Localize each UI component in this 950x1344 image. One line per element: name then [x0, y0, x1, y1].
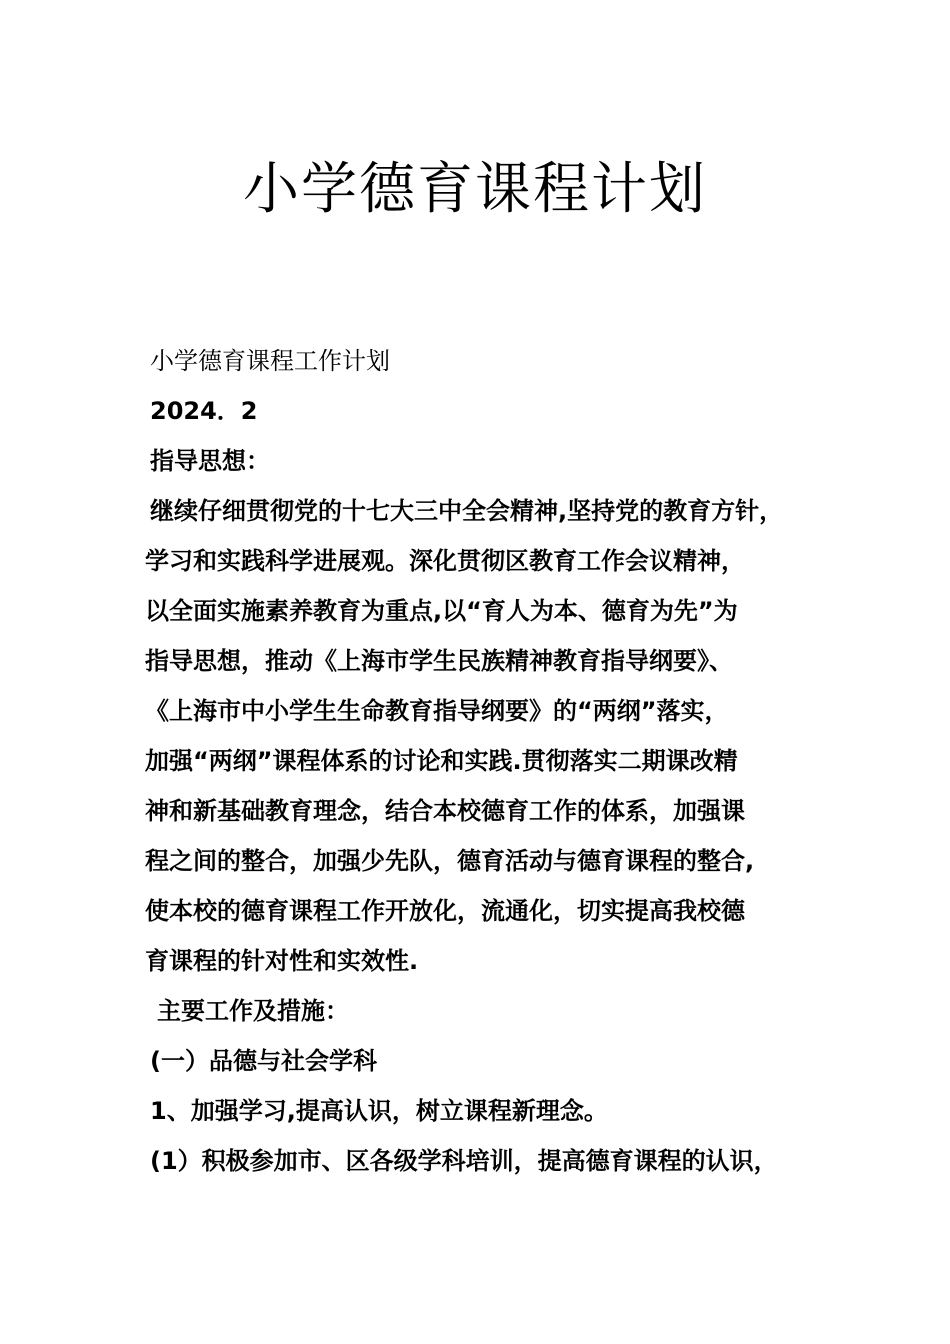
- paragraph-line: 继续仔细贯彻党的十七大三中全会精神,坚持党的教育方针，: [150, 497, 784, 525]
- paragraph-line: 学习和实践科学进展观。深化贯彻区教育工作会议精神，: [145, 547, 745, 575]
- list-item-heading: 1、加强学习,提高认识，树立课程新理念。: [150, 1097, 608, 1125]
- paragraph-line: 程之间的整合，加强少先队，德育活动与德育课程的整合,: [145, 847, 755, 875]
- section-heading-guiding-ideology: 指导思想：: [150, 447, 270, 475]
- document-body: [145, 336, 825, 1186]
- paragraph-line: 神和新基础教育理念，结合本校德育工作的体系，加强课: [145, 797, 745, 825]
- subtitle-line: 小学德育课程工作计划: [150, 347, 390, 375]
- paragraph-line: 加强“两纲”课程体系的讨论和实践.贯彻落实二期课改精: [145, 747, 738, 775]
- paragraph-line: 育课程的针对性和实效性.: [145, 947, 419, 975]
- subsection-heading: (一）品德与社会学科: [150, 1047, 377, 1075]
- section-heading-main-work: 主要工作及措施：: [157, 997, 349, 1025]
- date-line: 2024．2: [150, 397, 258, 425]
- list-item-line: (1）积极参加市、区各级学科培训，提高德育课程的认识，: [150, 1147, 778, 1175]
- document-title: 小学德育课程计划: [243, 157, 707, 222]
- paragraph-line: 《上海市中小学生生命教育指导纲要》的“两纲”落实，: [145, 697, 729, 725]
- paragraph-line: 使本校的德育课程工作开放化，流通化，切实提高我校德: [145, 897, 745, 925]
- paragraph-line: 以全面实施素养教育为重点,以“育人为本、德育为先”为: [145, 597, 738, 625]
- paragraph-line: 指导思想，推动《上海市学生民族精神教育指导纲要》、: [145, 647, 733, 675]
